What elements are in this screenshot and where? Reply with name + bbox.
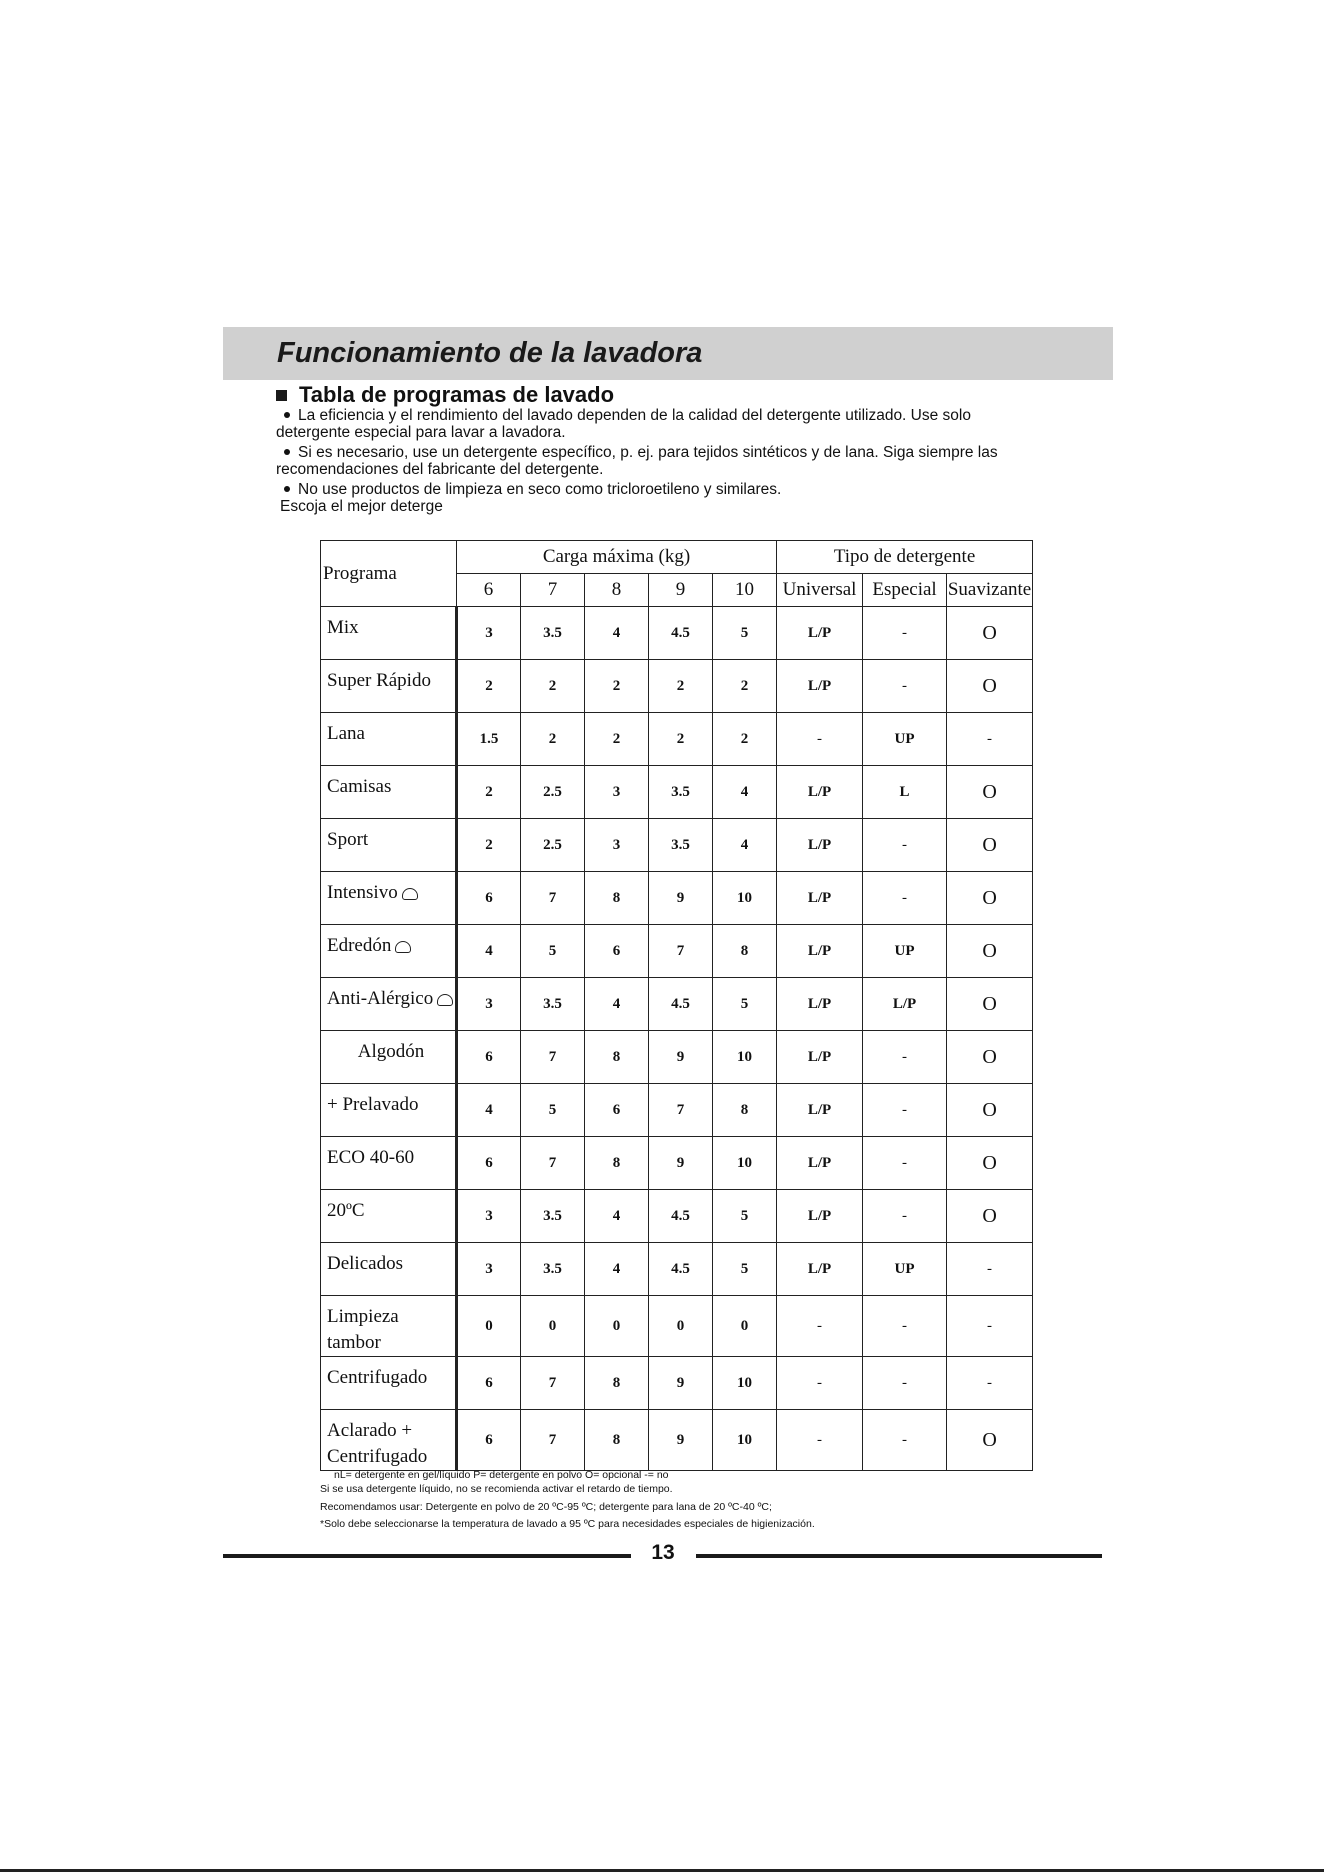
detergent-cell: O [947, 872, 1033, 925]
load-cell: 7 [521, 1410, 585, 1471]
program-name: Mix [321, 607, 457, 660]
page-divider-left [223, 1554, 631, 1558]
bullet-icon [284, 412, 290, 418]
load-cell: 4 [585, 1243, 649, 1296]
load-cell: 0 [713, 1296, 777, 1357]
load-cell: 0 [585, 1296, 649, 1357]
table-row [321, 713, 1033, 766]
detergent-cell: O [947, 1137, 1033, 1190]
detergent-cell: - [777, 1296, 863, 1357]
bullet-icon [284, 449, 290, 455]
load-cell: 8 [713, 1084, 777, 1137]
table-row [321, 607, 1033, 660]
detergent-cell: L/P [777, 819, 863, 872]
load-cell: 9 [649, 1410, 713, 1471]
footnote-recommend: Recomendamos usar: Detergente en polvo de 20 ºC-95 ºC; detergente para lana de 20 ºC-40 ºC; [320, 1501, 772, 1513]
load-cell: 3 [457, 1243, 521, 1296]
detergent-cell: O [947, 978, 1033, 1031]
bullet-icon [284, 486, 290, 492]
footnotes [320, 1468, 815, 1531]
footnote-liquid: Si se usa detergente líquido, no se recomienda activar el retardo de tiempo. [320, 1483, 673, 1495]
load-cell: 6 [457, 872, 521, 925]
detergent-cell: O [947, 607, 1033, 660]
table-row [321, 1410, 1033, 1471]
load-cell: 2 [585, 660, 649, 713]
detergent-cell: - [777, 1410, 863, 1471]
detergent-cell: O [947, 1190, 1033, 1243]
table-row [321, 1296, 1033, 1357]
load-cell: 7 [521, 1031, 585, 1084]
detergent-cell: - [863, 1410, 947, 1471]
load-cell: 5 [521, 925, 585, 978]
load-cell: 3 [457, 607, 521, 660]
load-cell: 5 [713, 1243, 777, 1296]
program-name: 20ºC [321, 1190, 457, 1243]
load-cell: 3 [457, 978, 521, 1031]
load-cell: 6 [585, 925, 649, 978]
load-cell: 5 [521, 1084, 585, 1137]
detergent-cell: - [863, 1296, 947, 1357]
load-cell: 7 [649, 1084, 713, 1137]
load-cell: 3.5 [521, 607, 585, 660]
load-cell: 2 [649, 660, 713, 713]
table-row [321, 1357, 1033, 1410]
detergent-col-header: Especial [863, 574, 947, 607]
table-body [321, 607, 1033, 1471]
load-cell: 4 [713, 819, 777, 872]
detergent-cell: - [863, 660, 947, 713]
load-cell: 9 [649, 1137, 713, 1190]
load-cell: 8 [585, 1410, 649, 1471]
page-number: 13 [651, 1541, 675, 1564]
program-name: Camisas [321, 766, 457, 819]
load-cell: 3.5 [521, 978, 585, 1031]
detergent-cell: L/P [863, 978, 947, 1031]
load-cell: 2 [521, 713, 585, 766]
detergent-cell: - [863, 1031, 947, 1084]
program-name: Intensivo [321, 872, 457, 925]
detergent-cell: - [947, 1296, 1033, 1357]
load-cell: 4 [713, 766, 777, 819]
load-cell: 2 [713, 660, 777, 713]
load-cell: 4 [457, 1084, 521, 1137]
detergent-cell: L/P [777, 925, 863, 978]
table-row [321, 1031, 1033, 1084]
program-name: Algodón [321, 1031, 457, 1084]
load-cell: 7 [521, 1137, 585, 1190]
load-cell: 6 [457, 1031, 521, 1084]
load-col-header: 7 [521, 574, 585, 607]
square-bullet-icon [276, 390, 287, 401]
detergent-cell: - [863, 872, 947, 925]
detergent-cell: - [777, 713, 863, 766]
detergent-cell: UP [863, 713, 947, 766]
load-cell: 4.5 [649, 1243, 713, 1296]
detergent-cell: L/P [777, 660, 863, 713]
detergent-cell: - [947, 713, 1033, 766]
table-row [321, 978, 1033, 1031]
notes-list [276, 407, 1076, 518]
program-name: Edredón [321, 925, 457, 978]
header-banner [223, 327, 1113, 380]
load-cell: 4.5 [649, 978, 713, 1031]
load-cell: 10 [713, 1410, 777, 1471]
table-row [321, 872, 1033, 925]
header-programa: Programa [321, 541, 457, 607]
table-row [321, 1084, 1033, 1137]
page-title: Funcionamiento de la lavadora [277, 337, 703, 369]
load-cell: 7 [521, 1357, 585, 1410]
detergent-cell: - [947, 1357, 1033, 1410]
detergent-col-header: Suavizante [947, 574, 1033, 607]
detergent-cell: UP [863, 925, 947, 978]
load-cell: 3 [457, 1190, 521, 1243]
detergent-cell: O [947, 1084, 1033, 1137]
load-cell: 6 [457, 1137, 521, 1190]
load-cell: 1.5 [457, 713, 521, 766]
detergent-cell: L/P [777, 1190, 863, 1243]
load-cell: 3.5 [649, 766, 713, 819]
load-col-header: 8 [585, 574, 649, 607]
load-cell: 2 [649, 713, 713, 766]
program-name: Centrifugado [321, 1357, 457, 1410]
section-title [276, 382, 614, 408]
load-cell: 6 [585, 1084, 649, 1137]
load-cell: 10 [713, 1031, 777, 1084]
load-cell: 7 [521, 872, 585, 925]
detergent-cell: L/P [777, 1084, 863, 1137]
detergent-cell: O [947, 925, 1033, 978]
detergent-cell: - [863, 1357, 947, 1410]
program-name: + Prelavado [321, 1084, 457, 1137]
program-name: Lana [321, 713, 457, 766]
dryer-cloud-icon [395, 941, 411, 953]
program-name: Super Rápido [321, 660, 457, 713]
load-cell: 3.5 [521, 1243, 585, 1296]
detergent-cell: O [947, 660, 1033, 713]
load-cell: 5 [713, 1190, 777, 1243]
section-title-text: Tabla de programas de lavado [299, 382, 615, 407]
program-name: Delicados [321, 1243, 457, 1296]
header-detergent: Tipo de detergente [777, 541, 1033, 574]
dryer-cloud-icon [402, 888, 418, 900]
program-name: Anti-Alérgico [321, 978, 457, 1031]
footnote-legend: nL= detergente en gel/líquido P= detergente en polvo O= opcional -= no [334, 1469, 669, 1481]
load-cell: 2 [585, 713, 649, 766]
detergent-cell: L/P [777, 978, 863, 1031]
detergent-cell: L/P [777, 1031, 863, 1084]
load-cell: 10 [713, 1137, 777, 1190]
load-cell: 9 [649, 1357, 713, 1410]
load-cell: 9 [649, 872, 713, 925]
program-name: ECO 40-60 [321, 1137, 457, 1190]
load-cell: 0 [521, 1296, 585, 1357]
load-cell: 8 [585, 1357, 649, 1410]
load-cell: 3.5 [521, 1190, 585, 1243]
table-row [321, 1137, 1033, 1190]
header-load: Carga máxima (kg) [457, 541, 777, 574]
load-cell: 6 [457, 1410, 521, 1471]
program-name: Limpieza tambor [321, 1296, 457, 1357]
load-cell: 5 [713, 978, 777, 1031]
note-item: Si es necesario, use un detergente específico, p. ej. para tejidos sintéticos y de lana. Siga siempre las recomendaciones del fabricante del detergente. [276, 444, 998, 478]
detergent-cell: L/P [777, 1137, 863, 1190]
detergent-cell: O [947, 819, 1033, 872]
detergent-cell: O [947, 1410, 1033, 1471]
detergent-col-header: Universal [777, 574, 863, 607]
table-row [321, 1243, 1033, 1296]
load-cell: 5 [713, 607, 777, 660]
load-cell: 8 [585, 872, 649, 925]
load-cell: 2 [457, 660, 521, 713]
load-cell: 8 [585, 1137, 649, 1190]
note-item: La eficiencia y el rendimiento del lavado dependen de la calidad del detergente utilizado. Use solo detergente especial para lavar a lavadora. [276, 407, 971, 441]
table-row [321, 925, 1033, 978]
load-cell: 4 [457, 925, 521, 978]
table-row [321, 1190, 1033, 1243]
load-cell: 7 [649, 925, 713, 978]
load-cell: 2 [521, 660, 585, 713]
table-row [321, 660, 1033, 713]
load-cell: 4 [585, 607, 649, 660]
detergent-cell: UP [863, 1243, 947, 1296]
detergent-cell: - [863, 607, 947, 660]
detergent-cell: L/P [777, 872, 863, 925]
table-row [321, 766, 1033, 819]
dryer-cloud-icon [437, 994, 453, 1006]
load-col-header: 6 [457, 574, 521, 607]
note-item: No use productos de limpieza en seco como tricloroetileno y similares. Escoja el mejor deterge [280, 481, 782, 515]
load-cell: 3 [585, 819, 649, 872]
detergent-cell: - [863, 1190, 947, 1243]
load-cell: 8 [713, 925, 777, 978]
detergent-cell: L/P [777, 607, 863, 660]
program-name: Sport [321, 819, 457, 872]
load-cell: 2.5 [521, 766, 585, 819]
load-cell: 2 [713, 713, 777, 766]
program-name: Aclarado + Centrifugado [321, 1410, 457, 1471]
load-cell: 3 [585, 766, 649, 819]
detergent-cell: O [947, 1031, 1033, 1084]
load-cell: 6 [457, 1357, 521, 1410]
detergent-cell: L/P [777, 1243, 863, 1296]
table-row [321, 819, 1033, 872]
detergent-cell: O [947, 766, 1033, 819]
detergent-cell: L [863, 766, 947, 819]
load-cell: 0 [649, 1296, 713, 1357]
load-cell: 8 [585, 1031, 649, 1084]
load-cell: 10 [713, 1357, 777, 1410]
detergent-cell: - [863, 819, 947, 872]
load-cell: 3.5 [649, 819, 713, 872]
load-col-header: 10 [713, 574, 777, 607]
footnote-hygiene: *Solo debe seleccionarse la temperatura de lavado a 95 ºC para necesidades especiales de higienización. [320, 1518, 815, 1530]
load-cell: 9 [649, 1031, 713, 1084]
load-cell: 0 [457, 1296, 521, 1357]
detergent-cell: - [947, 1243, 1033, 1296]
page-divider-right [696, 1554, 1102, 1558]
load-cell: 4.5 [649, 607, 713, 660]
program-table [320, 540, 1033, 1471]
load-cell: 10 [713, 872, 777, 925]
load-cell: 2 [457, 766, 521, 819]
load-cell: 4 [585, 1190, 649, 1243]
detergent-cell: L/P [777, 766, 863, 819]
detergent-cell: - [863, 1084, 947, 1137]
detergent-cell: - [863, 1137, 947, 1190]
load-cell: 4 [585, 978, 649, 1031]
load-cell: 2.5 [521, 819, 585, 872]
load-cell: 4.5 [649, 1190, 713, 1243]
load-col-header: 9 [649, 574, 713, 607]
program-table-wrapper [320, 540, 1032, 1467]
load-cell: 2 [457, 819, 521, 872]
detergent-cell: - [777, 1357, 863, 1410]
